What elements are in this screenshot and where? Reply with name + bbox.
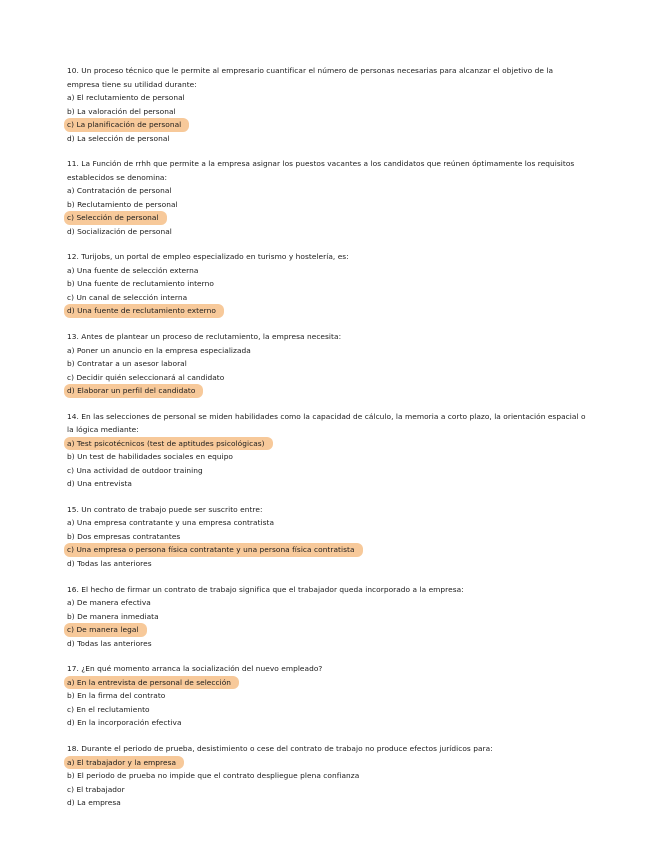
answer-option: d) En la incorporación efectiva <box>67 718 182 728</box>
option-row <box>67 477 587 491</box>
answer-option: d) Todas las anteriores <box>67 558 152 568</box>
option-row <box>67 291 587 305</box>
question-15 <box>67 503 587 571</box>
option-row <box>67 371 587 385</box>
option-row <box>67 689 587 703</box>
highlighted-answer: d) Elaborar un perfil del candidato <box>64 384 203 398</box>
answer-option: b) Reclutamiento de personal <box>67 199 178 209</box>
option-row <box>67 769 587 783</box>
highlighted-answer: a) Test psicotécnicos (test de aptitudes psicológicas) <box>64 437 273 451</box>
answer-option: c) Decidir quién seleccionará al candidato <box>67 372 225 382</box>
question-stem: 11. La Función de rrhh que permite a la empresa asignar los puestos vacantes a los candidatos que reúnen óptimamente los requisitos establecidos se denomina: <box>67 159 575 182</box>
question-stem: 16. El hecho de firmar un contrato de trabajo significa que el trabajador queda incorporado a la empresa: <box>67 584 464 594</box>
question-stem: 12. Turijobs, un portal de empleo especializado en turismo y hostelería, es: <box>67 252 349 262</box>
option-row <box>67 132 587 146</box>
question-17 <box>67 662 587 730</box>
question-stem: 13. Antes de plantear un proceso de reclutamiento, la empresa necesita: <box>67 332 342 342</box>
option-row <box>67 344 587 358</box>
option-row <box>67 198 587 212</box>
question-stem: 18. Durante el periodo de prueba, desistimiento o cese del contrato de trabajo no produce efectos jurídicos para: <box>67 744 493 753</box>
option-row <box>67 384 587 398</box>
answer-option: b) Un test de habilidades sociales en equipo <box>67 452 234 462</box>
option-row <box>67 277 587 291</box>
option-row <box>67 184 587 198</box>
answer-option: b) En la firma del contrato <box>67 691 166 701</box>
highlighted-answer: a) El trabajador y la empresa <box>64 756 184 770</box>
answer-option: d) La empresa <box>67 798 121 807</box>
option-row <box>67 557 587 571</box>
answer-option: b) Contratar a un asesor laboral <box>67 359 187 369</box>
highlighted-answer: d) Una fuente de reclutamiento externo <box>64 304 224 318</box>
option-row <box>67 264 587 278</box>
option-row <box>67 464 587 478</box>
question-12 <box>67 250 587 318</box>
answer-option: d) Socialización de personal <box>67 226 172 236</box>
option-row <box>67 796 587 810</box>
highlighted-answer: c) Una empresa o persona física contratante y una persona física contratista <box>64 543 363 557</box>
option-row <box>67 516 587 530</box>
option-row <box>67 610 587 624</box>
option-row <box>67 543 587 557</box>
option-row <box>67 716 587 730</box>
answer-option: c) El trabajador <box>67 784 125 794</box>
highlighted-answer: c) Selección de personal <box>64 211 167 225</box>
option-row <box>67 211 587 225</box>
question-stem: 10. Un proceso técnico que le permite al empresario cuantificar el número de personas necesarias para alcanzar el objetivo de la empresa tiene su utilidad durante: <box>67 66 554 89</box>
option-row <box>67 450 587 464</box>
question-stem: 14. En las selecciones de personal se miden habilidades como la capacidad de cálculo, la memoria a corto plazo, la orientación espacial o la lógica mediante: <box>67 411 586 435</box>
question-list <box>67 64 587 822</box>
highlighted-answer: a) En la entrevista de personal de selección <box>64 676 239 690</box>
answer-option: a) Contratación de personal <box>67 186 172 196</box>
option-row <box>67 304 587 318</box>
option-row <box>67 783 587 797</box>
option-row <box>67 703 587 717</box>
question-stem: 15. Un contrato de trabajo puede ser suscrito entre: <box>67 504 263 514</box>
option-row <box>67 91 587 105</box>
answer-option: b) De manera inmediata <box>67 611 159 621</box>
answer-option: d) Todas las anteriores <box>67 638 152 648</box>
option-row <box>67 530 587 544</box>
option-row <box>67 437 587 451</box>
answer-option: d) Una entrevista <box>67 479 133 489</box>
answer-option: b) El periodo de prueba no impide que el contrato despliegue plena confianza <box>67 771 360 780</box>
question-10 <box>67 64 587 145</box>
question-16 <box>67 583 587 651</box>
option-row <box>67 756 587 770</box>
option-row <box>67 637 587 651</box>
answer-option: b) Dos empresas contratantes <box>67 531 181 541</box>
option-row <box>67 623 587 637</box>
answer-option: b) Una fuente de reclutamiento interno <box>67 279 214 289</box>
option-row <box>67 596 587 610</box>
option-row <box>67 225 587 239</box>
answer-option: c) Una actividad de outdoor training <box>67 465 203 475</box>
option-row <box>67 357 587 371</box>
option-row <box>67 118 587 132</box>
option-row <box>67 676 587 690</box>
question-18 <box>67 742 587 810</box>
option-row <box>67 105 587 119</box>
highlighted-answer: c) De manera legal <box>64 623 147 637</box>
question-stem: 17. ¿En qué momento arranca la socialización del nuevo empleado? <box>67 664 323 674</box>
answer-option: c) En el reclutamiento <box>67 704 150 714</box>
answer-option: a) El reclutamiento de personal <box>67 93 185 102</box>
answer-option: a) Una fuente de selección externa <box>67 265 199 275</box>
highlighted-answer: c) La planificación de personal <box>64 118 189 132</box>
question-11 <box>67 157 587 238</box>
question-13 <box>67 330 587 398</box>
answer-option: c) Un canal de selección interna <box>67 292 188 302</box>
answer-option: a) Una empresa contratante y una empresa contratista <box>67 518 275 528</box>
answer-option: a) De manera efectiva <box>67 598 151 608</box>
answer-option: d) La selección de personal <box>67 133 170 143</box>
question-14 <box>67 410 587 491</box>
answer-option: a) Poner un anuncio en la empresa especializada <box>67 345 251 355</box>
answer-option: b) La valoración del personal <box>67 106 176 116</box>
